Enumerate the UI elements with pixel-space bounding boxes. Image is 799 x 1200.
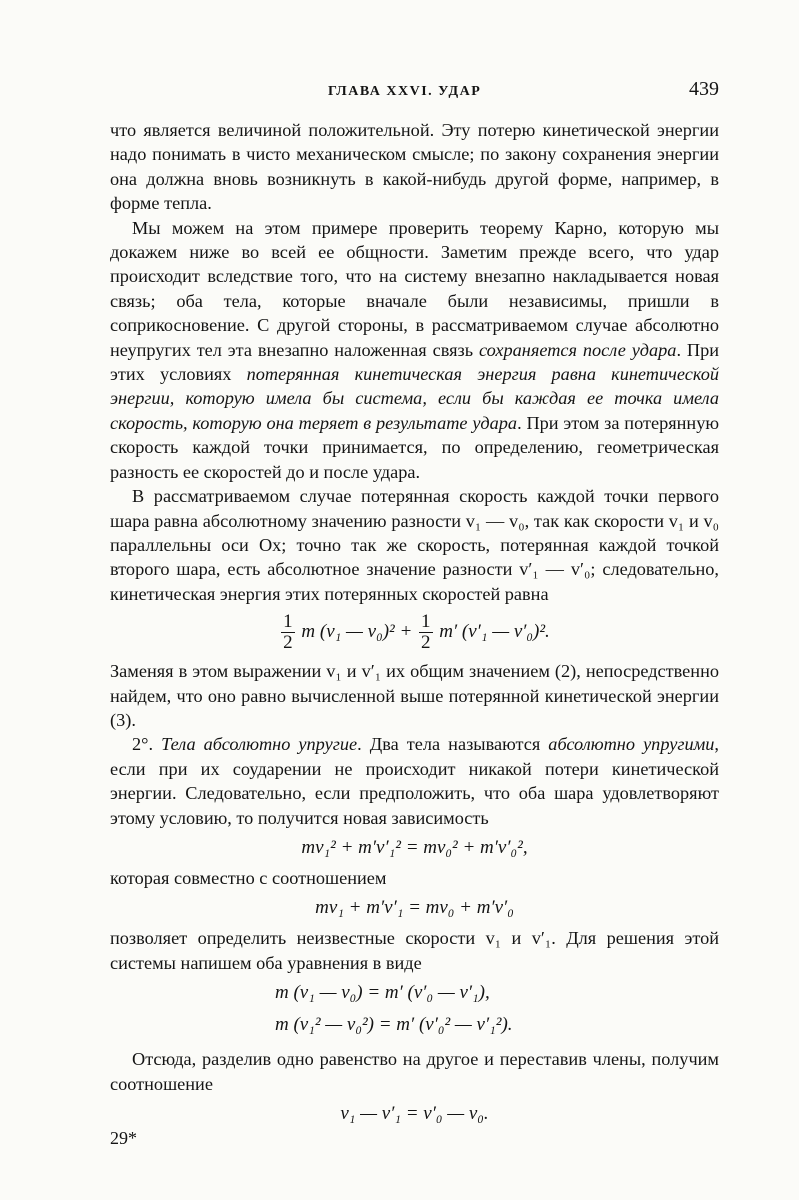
printer-signature-mark: 29* — [110, 1128, 137, 1148]
paragraph-2 — [110, 216, 719, 484]
paragraph-2-text-e: . При этом за потерянную скорость каждой точки принимается, по определению, геометрическая разность ее скоростей до и после удара. — [110, 412, 720, 482]
fraction-denominator: 2 — [283, 632, 293, 654]
formula-energy-conservation: mv₁² + m′v′₁² = mv₀² + m′v′₀², — [301, 836, 528, 858]
paragraph-2-emphasis-2: потерянная кинетическая энергия равна кинетической энергии, которую имела бы система, если бы каждая ее точка имела скорость, которую она теряет в результате удара — [110, 364, 719, 433]
fraction-one-half-1 — [281, 612, 295, 653]
page-header — [110, 78, 719, 118]
paragraph-2-text-a: Мы можем на этом примере проверить теорему Карно, которую мы докажем ниже во всей ее общности. Заметим прежде всего, что удар происходит вследствие того, что на систему внезапно накладывается новая связь; оба тела, которые вначале были независимы, пришли в соприкосновение. С другой стороны, в рассматриваемом случае абсолютно неупругих тел эта внезапно наложенная связь — [110, 217, 719, 360]
running-head: ГЛАВА XXVI. УДАР — [328, 84, 482, 99]
paragraph-6: которая совместно с соотношением — [110, 867, 387, 888]
paragraph-3: В рассматриваемом случае потерянная скорость каждой точки первого шара равна абсолютному значению разности v₁ — v₀, так как скорости v₁ и v₀ параллельны оси Ox; точно так же скорость, потерянная каждой точкой второго шара, есть абсолютное значение разности v′₁ — v′₀; следовательно, кинетическая энергия этих потерянных скоростей равна — [110, 486, 719, 604]
fraction-numerator: 1 — [283, 611, 293, 633]
formula-system-eq-1: m (v₁ — v₀) = m′ (v′₀ — v′₁), — [275, 982, 490, 1004]
paragraph-5-term: абсолютно упругими — [548, 734, 715, 755]
paragraph-7: позволяет определить неизвестные скорости v₁ и v′₁. Для решения этой системы напишем оба уравнения в виде — [110, 928, 719, 973]
paragraph-5-section-title: Тела абсолютно упругие — [161, 734, 358, 755]
paragraph-5-text-c: . Два тела называются — [357, 734, 549, 755]
paragraph-5 — [110, 732, 719, 830]
paragraph-5-section-number: 2°. — [132, 734, 162, 755]
paragraph-4: Заменяя в этом выражении v₁ и v′₁ их общим значением (2), непосредственно найдем, что оно равно вычисленной выше потерянной кинетической энергии (3). — [110, 661, 719, 730]
formula-term-1: m (v₁ — v₀)² + — [301, 620, 413, 642]
formula-relative-velocity: v₁ — v′₁ = v′₀ — v₀. — [340, 1103, 489, 1124]
page-number: 439 — [689, 78, 719, 100]
fraction-numerator: 1 — [421, 611, 431, 633]
formula-momentum-conservation: mv₁ + m′v′₁ = mv₀ + m′v′₀ — [315, 897, 514, 919]
page-body — [110, 118, 719, 1128]
formula-lost-kinetic-energy — [110, 612, 719, 653]
paragraph-1: что является величиной положительной. Эту потерю кинетической энергии надо понимать в чисто механическом смысле; по закону сохранения энергии она должна вновь возникнуть в какой-нибудь другой форме, например, в форме тепла. — [110, 120, 719, 214]
paragraph-2-text-c: . При этих условиях — [110, 339, 720, 385]
paragraph-2-emphasis-1: сохраняется после удара — [478, 339, 677, 360]
fraction-denominator: 2 — [421, 632, 431, 654]
fraction-one-half-2 — [419, 612, 433, 653]
formula-system-eq-2: m (v₁² — v₀²) = m′ (v′₀² — v′₁²). — [275, 1014, 513, 1036]
paragraph-8: Отсюда, разделив одно равенство на другое и переставив члены, получим соотношение — [110, 1049, 719, 1094]
paragraph-5-text-e: , если при их соударении не происходит никакой потери кинетической энергии. Следовательно, если предположить, что оба шара удовлетворяют этому условию, то получится новая зависимость — [110, 734, 719, 828]
formula-term-2: m′ (v′₁ — v′₀)². — [439, 620, 550, 642]
